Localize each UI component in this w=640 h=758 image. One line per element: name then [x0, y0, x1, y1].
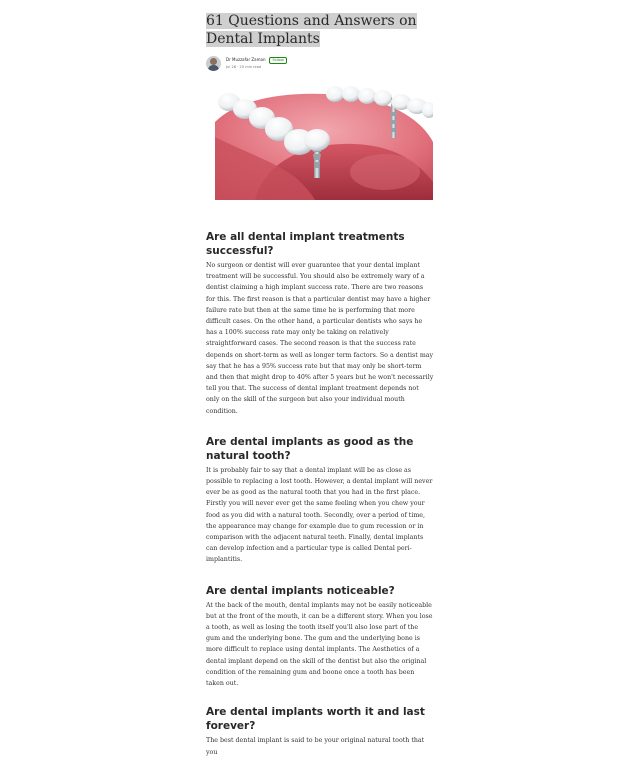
author-name[interactable]: Dr Muzzafar Zaman [226, 57, 266, 62]
article-title: 61 Questions and Answers on Dental Implants [206, 13, 417, 47]
hero-image [215, 82, 433, 200]
author-meta [226, 57, 287, 70]
section-body-3: At the back of the mouth, dental implants may not be easily noticeable but at the front of the mouth, it can be a different story. When you lose a tooth, as well as losing the tooth itself you'll also lose part of the gum and the underlying bone. The gum and the underlying bone is more difficult to replace using dental implants. The Aesthetics of a dental implant depend on the skill of the dentist but also the original condition of the remaining gum and boone once a tooth has been taken out. [206, 601, 433, 688]
section-body-2: It is probably fair to say that a dental implant will be as close as possible to replacing a lost tooth. However, a dental implant will never ever be as good as the natural tooth that you had in the first place. Firstly you will never ever get the same feeling when you chew your food as you did with a natural tooth. Secondly, over a period of time, the appearance may change for example due to gum recession or in comparison with the adjacent natural teeth. Finally, dental implants can develop infection and a particular type is called Dental peri-implantitis. [206, 466, 433, 564]
follow-button[interactable]: Follow [269, 57, 286, 64]
section-body-4: The best dental implant is said to be your original natural tooth that you [206, 737, 425, 756]
date-readtime: Jul 28 · 25 min read [226, 64, 262, 69]
author-avatar[interactable] [206, 56, 221, 71]
section-heading-4: Are dental implants worth it and last forever? [206, 706, 425, 733]
byline [206, 54, 434, 72]
article-column [206, 0, 434, 758]
section-heading-1: Are all dental implant treatments successful? [206, 231, 405, 257]
section-heading-3: Are dental implants noticeable? [206, 584, 395, 597]
section-heading-2: Are dental implants as good as the natural tooth? [206, 435, 414, 462]
section-body-1: No surgeon or dentist will ever guarantee that your dental implant treatment will be successful. You should also be extremely wary of a dentist claiming a high implant success rate. There are two reasons for this. The first reason is that a particular dentist may have a higher failure rate but then at the same time he is performing that more difficult cases. On the other hand, a particular dentists who says he has a 100% success rate may only be taking on relatively straightforward cases. The second reason is that the success rate depends on short-term as well as longer term factors. So a dentist may say that he has a 95% success rate but that may only be short-term and then that might drop to 40% after 5 years but he won't necessarily tell you that. The success of dental implant treatment depends not only on the skill of the surgeon but also your individual mouth condition. [206, 262, 434, 415]
